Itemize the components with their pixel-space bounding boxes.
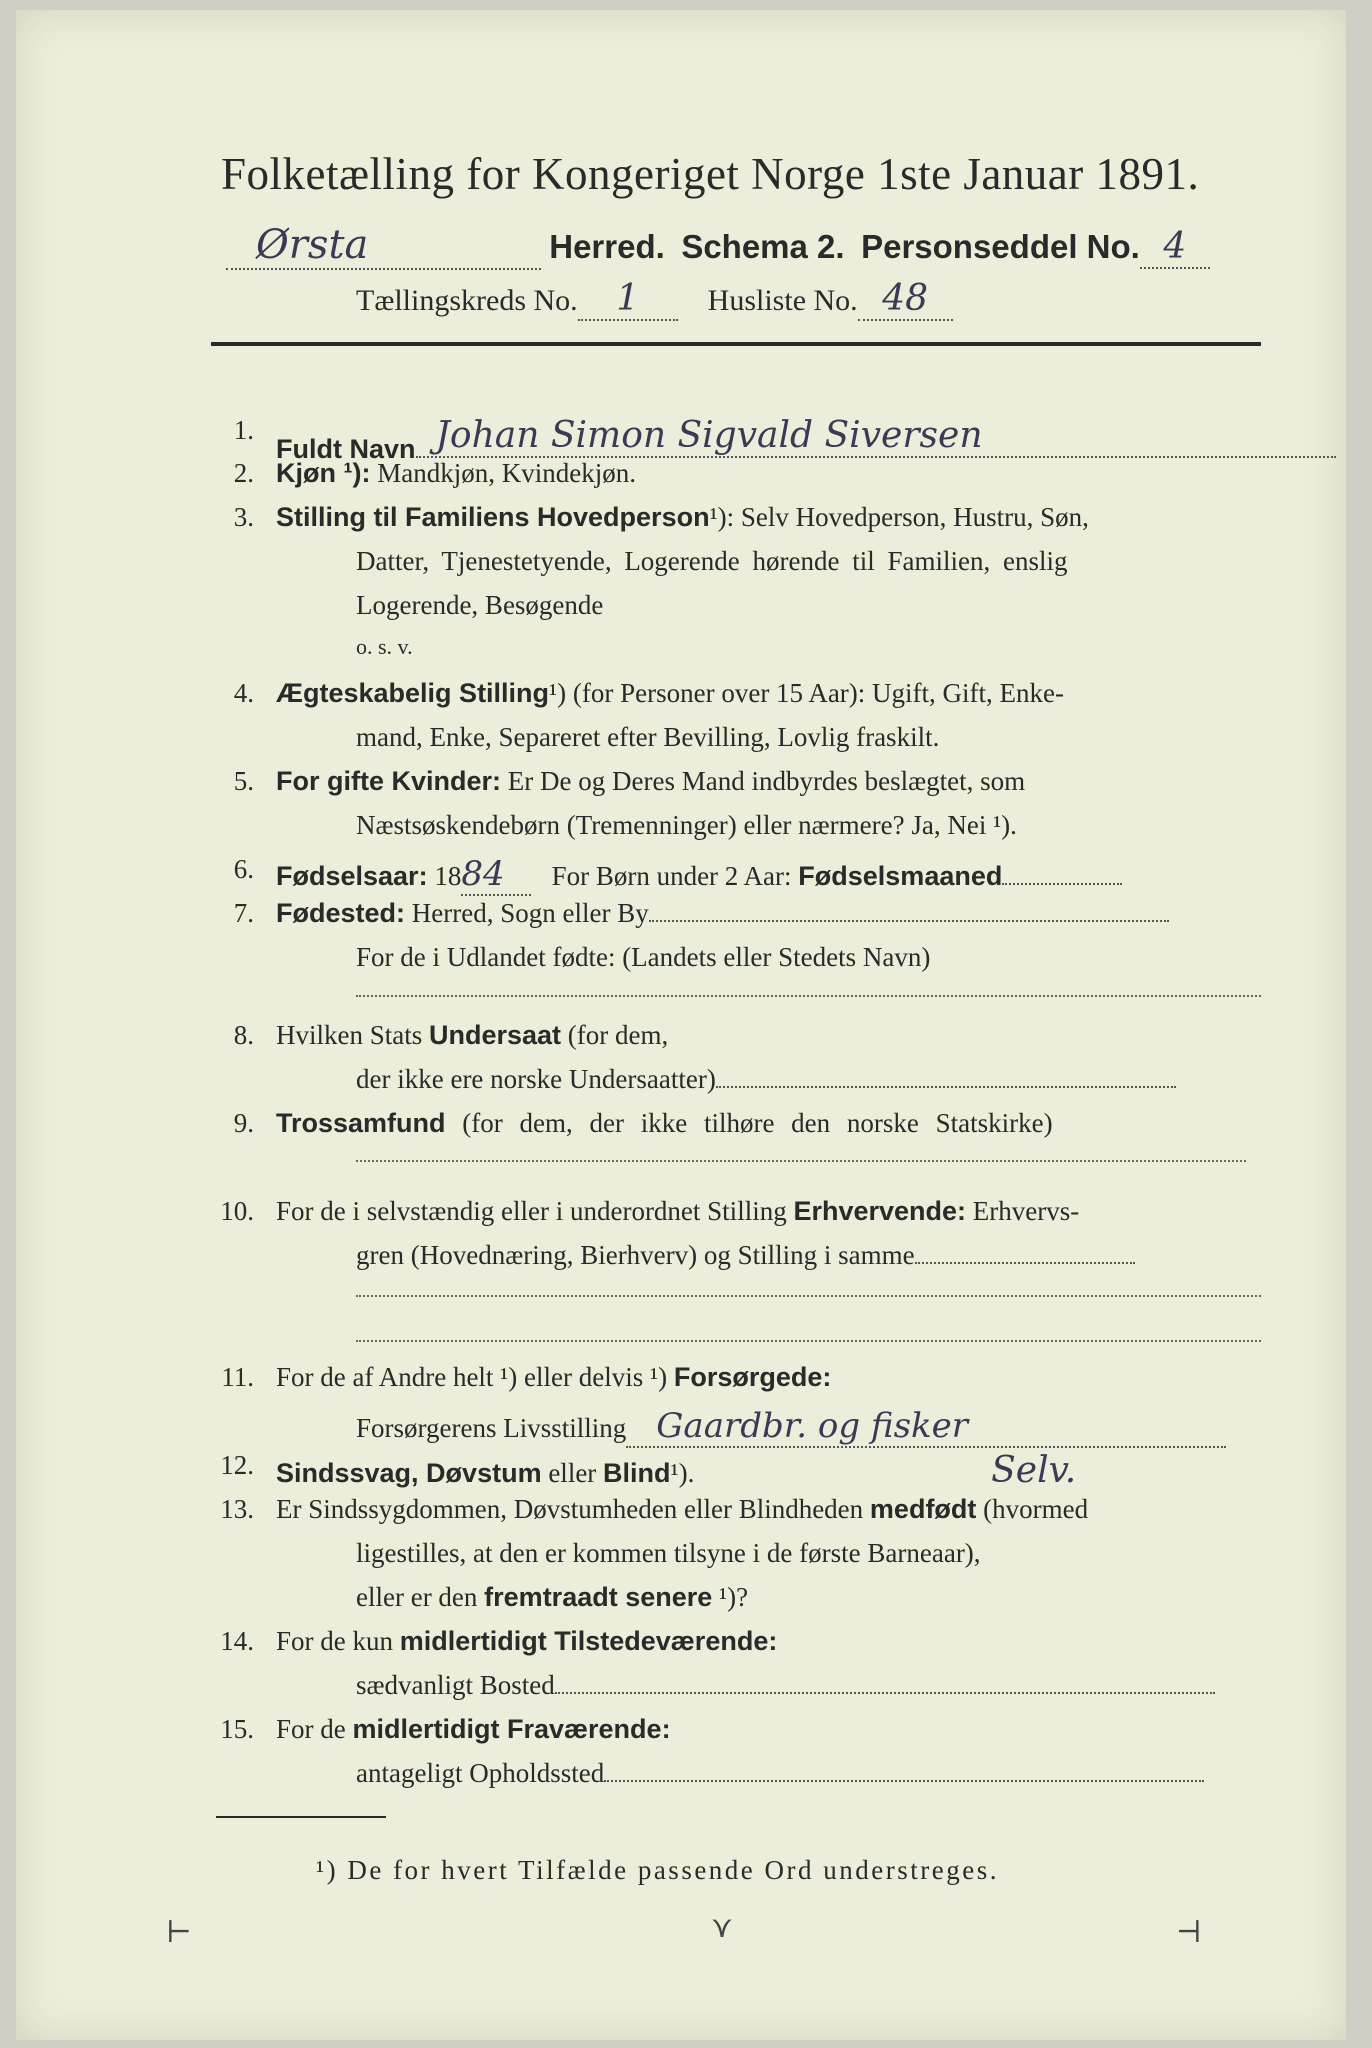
field-5-text-b: Næstsøskendebørn (Tremenninger) eller nærmere? Ja, Nei ¹). (356, 810, 1017, 840)
kreds-line (356, 278, 953, 321)
field-15-row-2 (356, 1758, 1204, 1789)
field-12-row (276, 1450, 1076, 1491)
field-13-text-d: eller er den (356, 1582, 478, 1612)
field-7-row (276, 898, 1169, 929)
footnote-rule (216, 1816, 386, 1818)
field-3-row (276, 502, 1089, 533)
field-11-text-b: Forsørgerens Livsstilling (356, 1413, 627, 1443)
field-10-dotline (915, 1262, 1135, 1264)
field-8-text-b: (for dem, (567, 1020, 669, 1050)
field-7-text-a: Herred, Sogn eller By (411, 898, 649, 928)
field-14-row (276, 1626, 777, 1657)
field-2-text: Mandkjøn, Kvindekjøn. (377, 458, 636, 488)
field-8-number: 8. (233, 1020, 254, 1050)
field-15-text-a: For de (276, 1714, 346, 1744)
field-6-prefix: 18 (434, 861, 462, 891)
field-10-blank-line-1 (356, 1295, 1261, 1297)
field-7-dotline (649, 920, 1169, 922)
field-9-row (276, 1108, 1053, 1139)
center-mark: ⋎ (711, 1911, 733, 1944)
field-6-text: For Børn under 2 Aar: (551, 861, 792, 891)
field-10-text-c: gren (Hovednæring, Bierhverv) og Stilling i samme (356, 1240, 915, 1270)
field-15-dotline (604, 1780, 1204, 1782)
field-5-text-a: Er De og Deres Mand indbyrdes beslægtet, som (507, 766, 1026, 796)
field-11-number: 11. (221, 1362, 254, 1392)
field-13-text-e: ¹)? (719, 1582, 749, 1612)
field-1-number: 1. (233, 415, 254, 445)
field-11-text-a: For de af Andre helt ¹) eller delvis ¹) (276, 1362, 668, 1392)
field-11-row-2 (356, 1406, 1226, 1448)
field-10-row (276, 1196, 1079, 1227)
field-8-row-2 (356, 1064, 1176, 1095)
form-title: Folketælling for Kongeriget Norge 1ste Januar 1891. (221, 149, 1200, 199)
field-6-number: 6. (233, 854, 254, 884)
field-7-text-b: For de i Udlandet fødte: (Landets eller Stedets Navn) (356, 942, 931, 972)
field-15-text-b: antageligt Opholdssted (356, 1758, 605, 1788)
field-6-label2: Fødselsmaaned (798, 861, 1003, 891)
field-9-text: (for dem, der ikke tilhøre den norske Statskirke) (462, 1108, 1053, 1138)
field-3-text-a: ¹): Selv Hovedperson, Hustru, Søn, (709, 502, 1089, 532)
field-10-number: 10. (220, 1196, 254, 1226)
field-13-text-b: (hvormed (983, 1494, 1089, 1524)
field-2-row (276, 458, 636, 489)
taellingskreds-label: Tællingskreds No. (356, 284, 578, 317)
field-7-number: 7. (233, 898, 254, 928)
field-11-row (276, 1362, 831, 1393)
herred-name: Ørsta (226, 222, 541, 270)
field-3-text-c: Logerende, Besøgende (356, 590, 604, 620)
field-5-row (276, 766, 1025, 797)
field-11-value: Gaardbr. og fisker (626, 1406, 1226, 1448)
field-4-row (276, 678, 1064, 709)
field-5-label: For gifte Kvinder: (276, 766, 502, 796)
field-9-label: Trossamfund (276, 1108, 446, 1138)
field-2-number: 2. (233, 458, 254, 488)
field-4-text-b: mand, Enke, Separeret efter Bevilling, Lovlig fraskilt. (356, 722, 940, 752)
personseddel-label: Personseddel No. (861, 228, 1140, 265)
field-6-dotline (1002, 883, 1122, 885)
field-10-blank-line-2 (356, 1340, 1261, 1342)
field-15-number: 15. (220, 1714, 254, 1744)
field-14-text-a: For de kun (276, 1626, 393, 1656)
field-6-row (276, 854, 1122, 896)
census-form-sheet (16, 10, 1346, 2040)
field-13-number: 13. (220, 1494, 254, 1524)
field-14-label: midlertidigt Tilstedeværende: (399, 1626, 778, 1656)
field-1-label: Fuldt Navn (276, 434, 416, 464)
field-9-blank-line (356, 1160, 1246, 1162)
footnote: ¹) De for hvert Tilfælde passende Ord understreges. (316, 1855, 999, 1885)
field-12-value: Selv. (991, 1450, 1077, 1491)
husliste-label: Husliste No. (707, 284, 858, 317)
field-1-value: Johan Simon Sigvald Siversen (416, 415, 1336, 458)
field-11-label: Forsørgede: (673, 1362, 832, 1392)
field-12-number: 12. (220, 1450, 254, 1480)
field-7-blank-line (356, 995, 1261, 997)
header-rule (211, 342, 1261, 346)
field-4-text-a: ¹) (for Personer over 15 Aar): Ugift, Gift, Enke- (549, 678, 1064, 708)
field-8-dotline (716, 1086, 1176, 1088)
field-3-number: 3. (233, 502, 254, 532)
field-14-number: 14. (220, 1626, 254, 1656)
field-8-text-c: der ikke ere norske Undersaatter) (356, 1064, 716, 1094)
personseddel-no: 4 (1140, 226, 1210, 269)
field-13-label2: fremtraadt senere (484, 1582, 713, 1612)
field-15-label: midlertidigt Fraværende: (352, 1714, 671, 1744)
field-8-label: Undersaat (429, 1020, 562, 1050)
field-10-label: Erhvervende: (793, 1196, 967, 1226)
field-3-text-b: Datter, Tjenestetyende, Logerende hørende til Familien, enslig (356, 546, 1068, 576)
field-12-label2: Blind (603, 1458, 671, 1488)
corner-mark-left: ⊢ (166, 1916, 192, 1949)
taellingskreds-no: 1 (578, 278, 678, 321)
field-6-label: Fødselsaar: (276, 861, 428, 891)
field-13-row (276, 1494, 1088, 1525)
field-13-label: medfødt (869, 1494, 977, 1524)
field-12-text: eller (548, 1458, 597, 1488)
field-2-label: Kjøn ¹): (276, 458, 371, 488)
field-7-label: Fødested: (276, 898, 406, 928)
field-4-number: 4. (233, 678, 254, 708)
field-6-value: 84 (461, 854, 531, 896)
field-9-number: 9. (233, 1108, 254, 1138)
field-12-label: Sindssvag, Døvstum (276, 1458, 542, 1488)
husliste-no: 48 (858, 278, 953, 321)
field-12-text2: ¹). (670, 1458, 695, 1488)
schema-label: Schema 2. (681, 228, 845, 265)
field-14-row-2 (356, 1670, 1215, 1701)
field-15-row (276, 1714, 671, 1745)
field-10-row-2 (356, 1240, 1135, 1271)
field-5-number: 5. (233, 766, 254, 796)
field-14-dotline (555, 1692, 1215, 1694)
corner-mark-right: ⊣ (1176, 1916, 1202, 1949)
field-14-text-b: sædvanligt Bosted (356, 1670, 555, 1700)
field-4-label: Ægteskabelig Stilling (276, 678, 550, 708)
field-8-text-a: Hvilken Stats (276, 1020, 423, 1050)
field-10-text-b: Erhvervs- (972, 1196, 1080, 1226)
field-3-text-d: o. s. v. (356, 634, 413, 659)
field-8-row (276, 1020, 668, 1051)
field-10-text-a: For de i selvstændig eller i underordnet Stilling (276, 1196, 787, 1226)
field-13-text-c: ligestilles, at den er kommen tilsyne i de første Barneaar), (356, 1538, 981, 1568)
herred-label: Herred. (549, 228, 665, 265)
herred-line (226, 222, 1210, 270)
field-13-text-a: Er Sindssygdommen, Døvstumheden eller Blindheden (276, 1494, 864, 1524)
field-3-label: Stilling til Familiens Hovedperson (276, 502, 710, 532)
field-13-row-3 (356, 1582, 748, 1613)
